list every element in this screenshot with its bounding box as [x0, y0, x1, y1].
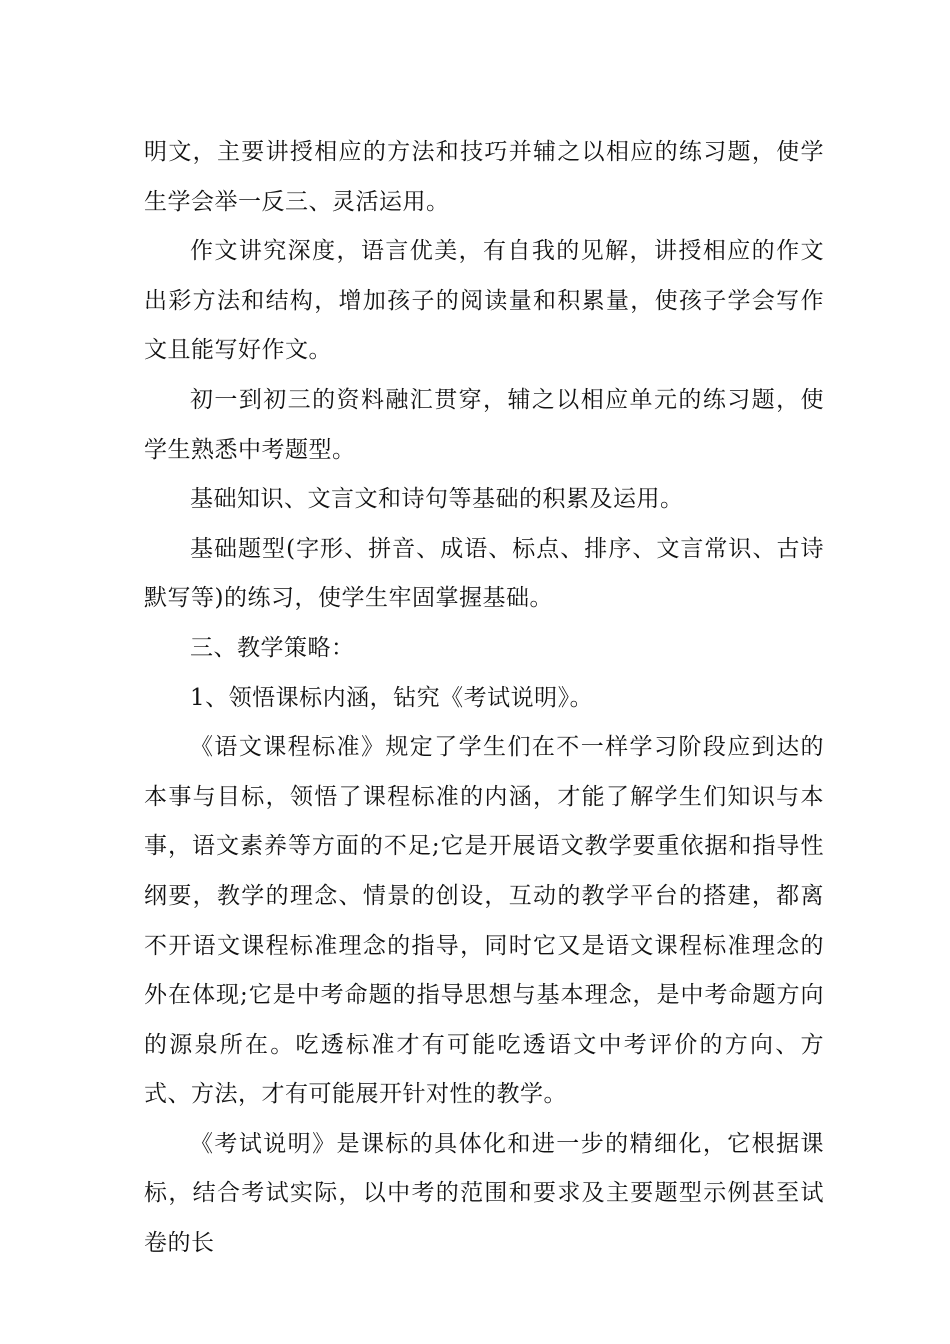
paragraph-exam-description: 《考试说明》是课标的具体化和进一步的精细化，它根据课标，结合考试实际，以中考的范围和要求及主要题型示例甚至试卷的长	[144, 1130, 824, 1257]
subheading-curriculum-standards: 1、领悟课标内涵，钻究《考试说明》。	[190, 684, 594, 711]
paragraph-grade-materials: 初一到初三的资料融汇贯穿，辅之以相应单元的练习题，使学生熟悉中考题型。	[144, 386, 824, 463]
section-heading-teaching-strategy: 三、教学策略：	[190, 634, 355, 661]
paragraph-exposition-methods: 明文，主要讲授相应的方法和技巧并辅之以相应的练习题，使学生学会举一反三、灵活运用。	[144, 139, 824, 215]
body-text	[144, 128, 824, 1269]
paragraph-composition: 作文讲究深度，语言优美，有自我的见解，讲授相应的作文出彩方法和结构，增加孩子的阅读量和积累量，使孩子学会写作文且能写好作文。	[144, 238, 824, 364]
paragraph-basic-question-types: 基础题型(字形、拼音、成语、标点、排序、文言常识、古诗默写等)的练习，使学生牢固掌握基础。	[144, 535, 824, 612]
paragraph-basic-knowledge: 基础知识、文言文和诗句等基础的积累及运用。	[190, 486, 684, 513]
paragraph-curriculum-standards: 《语文课程标准》规定了学生们在不一样学习阶段应到达的本事与目标，领悟了课程标准的内涵，才能了解学生们知识与本事，语文素养等方面的不足;它是开展语文教学要重依据和指导性纲要，教学的理念、情景的创设，互动的教学平台的搭建，都离不开语文课程标准理念的指导，同时它又是语文课程标准理念的外在体现;它是中考命题的指导思想与基本理念，是中考命题方向的源泉所在。吃透标准才有可能吃透语文中考评价的方向、方式、方法，才有可能展开针对性的教学。	[144, 734, 824, 1108]
